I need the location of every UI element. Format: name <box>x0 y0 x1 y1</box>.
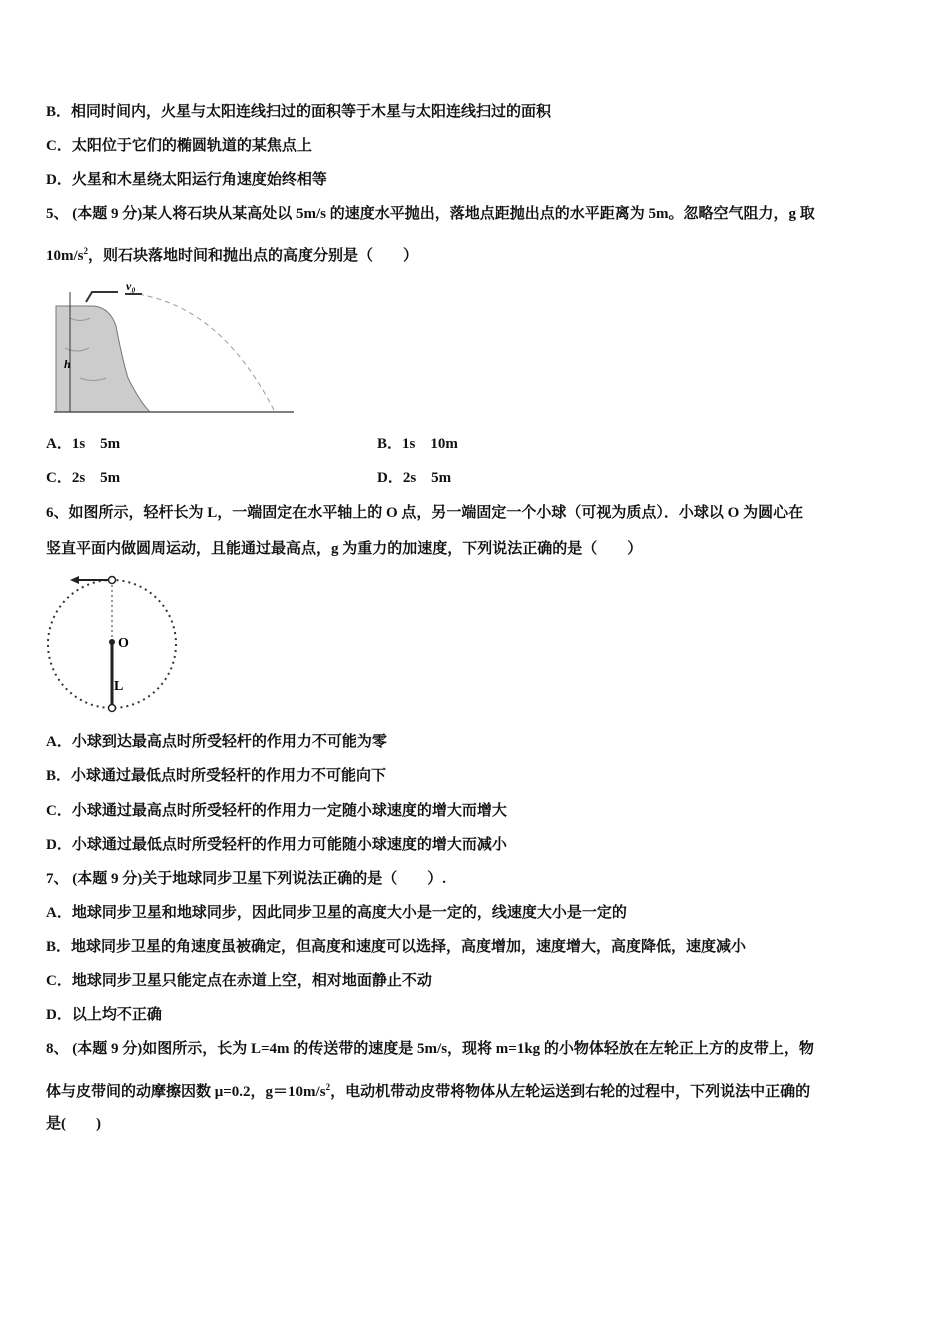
q8-stem-line2 <box>46 1077 810 1102</box>
q5-g-value: 10m/s <box>46 248 84 264</box>
q4-option-c: C．太阳位于它们的椭圆轨道的某焦点上 <box>46 138 312 154</box>
q7-option-b: B．地球同步卫星的角速度虽被确定，但高度和速度可以选择，高度增加，速度增大，高度降低，速度减小 <box>46 939 747 955</box>
q4-option-b: B．相同时间内，火星与太阳连线扫过的面积等于木星与太阳连线扫过的面积 <box>46 104 552 120</box>
h-label: h <box>64 357 71 371</box>
q6-option-d: D．小球通过最低点时所受轻杆的作用力可能随小球速度的增大而减小 <box>46 837 507 853</box>
v0-label: v₀ <box>126 279 136 293</box>
q8-stem-line3: 是( ) <box>46 1116 101 1132</box>
q7-option-a: A．地球同步卫星和地球同步，因此同步卫星的高度大小是一定的，线速度大小是一定的 <box>46 905 627 921</box>
q8-stem-rest: ，电动机带动皮带将物体从左轮运送到右轮的过程中，下列说法中正确的 <box>330 1084 811 1100</box>
q5-option-d: D．2s 5m <box>377 470 452 486</box>
q6-stem-line2: 竖直平面内做圆周运动，且能通过最高点，g 为重力的加速度，下列说法正确的是（ ） <box>46 541 643 557</box>
q5-stem-rest: ，则石块落地时间和抛出点的高度分别是（ ） <box>88 248 419 264</box>
q8-exponent: 2 <box>325 1082 331 1092</box>
q5-option-b: B．1s 10m <box>377 436 458 452</box>
q5-option-a: A．1s 5m <box>46 436 121 452</box>
q8-stem-line1: 8、 (本题 9 分)如图所示，长为 L=4m 的传送带的速度是 5m/s，现将 m=1kg 的小物体轻放在左轮正上方的皮带上，物 <box>46 1041 814 1057</box>
q5-stem-line2 <box>46 241 418 266</box>
circular-motion-figure <box>44 572 184 717</box>
q5-option-c: C．2s 5m <box>46 470 121 486</box>
q6-option-b: B．小球通过最低点时所受轻杆的作用力不可能向下 <box>46 768 387 784</box>
l-label: L <box>114 679 124 694</box>
cliff-projectile-figure <box>50 278 300 420</box>
q5-stem-line1: 5、 (本题 9 分)某人将石块从某高处以 5m/s 的速度水平抛出，落地点距抛出点的水平距离为 5m。忽略空气阻力，g 取 <box>46 206 815 222</box>
q6-stem-line1: 6、如图所示，轻杆长为 L，一端固定在水平轴上的 O 点，另一端固定一个小球（可视为质点）．小球以 O 为圆心在 <box>46 505 804 521</box>
q5-exponent: 2 <box>83 246 88 256</box>
q6-option-c: C．小球通过最高点时所受轻杆的作用力一定随小球速度的增大而增大 <box>46 803 507 819</box>
q7-stem: 7、 (本题 9 分)关于地球同步卫星下列说法正确的是（ ）. <box>46 871 446 887</box>
q8-stem-part: 体与皮带间的动摩擦因数 μ=0.2，g＝10m/s <box>46 1084 326 1100</box>
q7-option-d: D．以上均不正确 <box>46 1007 162 1023</box>
q7-option-c: C．地球同步卫星只能定点在赤道上空，相对地面静止不动 <box>46 973 432 989</box>
o-label: O <box>118 636 129 651</box>
q4-option-d: D．火星和木星绕太阳运行角速度始终相等 <box>46 172 327 188</box>
q6-option-a: A．小球到达最高点时所受轻杆的作用力不可能为零 <box>46 734 387 750</box>
